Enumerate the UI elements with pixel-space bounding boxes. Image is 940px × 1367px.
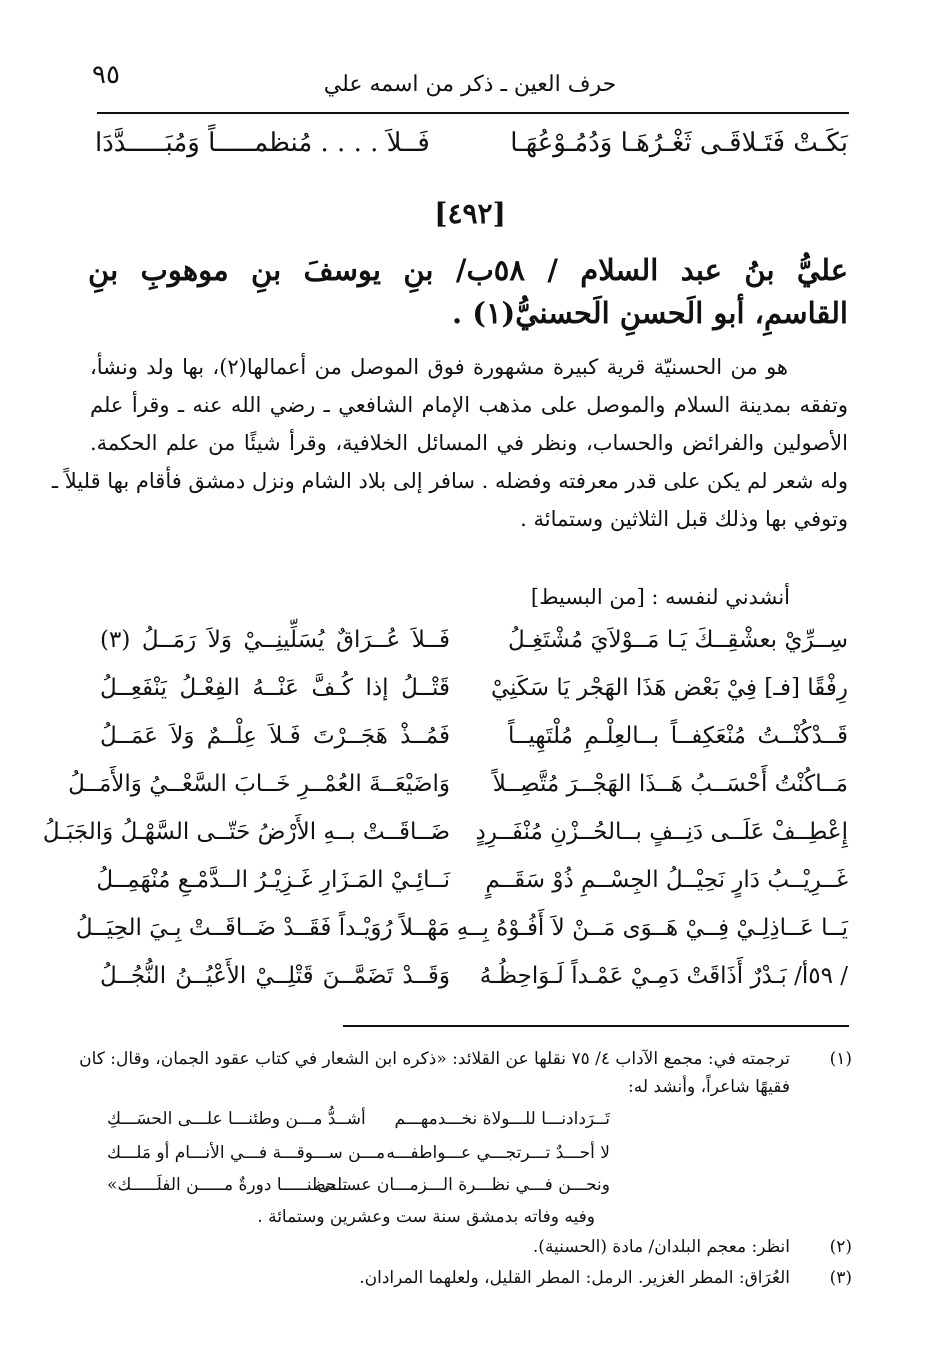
poem-right-hemistich: قَــدْكُنْــتُ مُنْعَكِفــاً بــالعِلْـمِ مُلْتَهِيــاً bbox=[508, 723, 848, 749]
biography-paragraph bbox=[51, 348, 848, 538]
poem-left-hemistich: نَــائِـيْ المَـزَارِ غَـزِيْـرُ الــدَّمْـعِ مُنْهَمِــلُ bbox=[96, 867, 450, 893]
paragraph-line: الأصولين والفرائض والحساب، ونظر في المسائل الخلافية، وقرأ شيئًا من علم الحكمة. bbox=[90, 431, 848, 455]
footnote-verse-right: ونحـــن فـــي نظـــرة الـــزمـــان عســـى bbox=[317, 1175, 610, 1195]
footnote-verse-right: لا أحـــدٌ تـــرتجـــي عـــواطفـــه bbox=[386, 1143, 610, 1163]
poem-right-hemistich: سِــرِّيْ بعشْقِــكَ يَـا مَــوْلاَيَ مُشْتَغِـلُ bbox=[508, 627, 848, 653]
footnote-2-number: (٢) bbox=[829, 1237, 852, 1257]
top-verse-left-hemistich: فَــلاَ . . . . مُنظمـــــاً وَمُبَـــــدَّدَا bbox=[95, 128, 430, 158]
poem-left-hemistich: قَتْــلُ إذا كُـفَّ عَنْــهُ الفِعْـلُ يَنْفَعِــلُ bbox=[100, 675, 450, 701]
poem-left-hemistich: وَاضَيْعَــةَ العُمْــرِ خَــابَ السَّعْــيُ وَالأَمَــلُ bbox=[68, 771, 450, 797]
paragraph-line: هو من الحسنيّة قرية كبيرة مشهورة فوق الموصل من أعمالها(٢)، بها ولد ونشأ، bbox=[90, 355, 788, 379]
paragraph-line: وتوفي بها وذلك قبل الثلاثين وستمائة . bbox=[520, 507, 848, 531]
entry-title-line-2: القاسمِ، أبو الَحسنِ الَحسنيُّ(١) . bbox=[452, 296, 848, 330]
poem-right-hemistich: يَــا عَــاذِلِـيْ فِــيْ هَــوَى مَــنْ لاَ أَفُـوْهُ بِــهِ bbox=[456, 915, 848, 941]
poem-left-hemistich: فَــلاَ عُــرَاقٌ يُسَلِّينِــيْ وَلاَ رَمَــلُ (٣) bbox=[100, 627, 450, 653]
top-verse-right-hemistich: بَكَـتْ فَتَـلاقَـى ثَغْـرُهَـا وَدُمُـوْعُهَـا bbox=[510, 128, 848, 158]
poem-right-hemistich: مَــاكُنْتُ أَحْسَــبُ هَــذَا الهَجْــرَ مُتَّصِــلاً bbox=[492, 771, 848, 797]
page-number: ٩٥ bbox=[92, 60, 120, 90]
poem-intro: أنشدني لنفسه : [من البسيط] bbox=[530, 585, 790, 609]
footnote-1-closing: وفيه وفاته بدمشق سنة ست وعشرين وستمائة . bbox=[257, 1207, 595, 1227]
footnote-verse-left: أشــدُّ مـــن وطئنـــا علـــى الحسَـــكِ bbox=[107, 1109, 366, 1129]
entry-number: [٤٩٢] bbox=[434, 197, 506, 230]
poem-right-hemistich: رِفْقًا [فـ] فِيْ بَعْض هَذَا الهَجْر يَا سَكَنِيْ bbox=[490, 675, 848, 701]
entry-title-line-1: عليُّ بنُ عبد السلام / ٥٨ب/ بنِ يوسفَ بنِ موهوبِ بنِ bbox=[88, 253, 848, 287]
poem-right-hemistich: / ٥٩أ/ بَـدْرٌ أَذَاقَتْ دَمِـيْ عَمْـداً لَـوَاحِظُـهُ bbox=[479, 963, 848, 989]
footnote-2-text: انظر: معجم البلدان/ مادة (الحسنية). bbox=[532, 1237, 790, 1257]
footnote-verse-right: تَــرَدادنـــا للـــولاة نخـــدمهـــم bbox=[394, 1109, 610, 1129]
poem-left-hemistich: وَقَــدْ تَضَمَّــنَ قَتْلِــيْ الأَعْيُــنُ النُّجُــلُ bbox=[100, 963, 450, 989]
footnote-3-number: (٣) bbox=[829, 1268, 852, 1288]
header-rule bbox=[97, 112, 849, 114]
poem-right-hemistich: غَــرِيْــبُ دَارٍ نَحِيْــلُ الجِسْــمِ ذُوْ سَقَــمٍ bbox=[485, 867, 848, 893]
paragraph-line: وله شعر لم يكن على قدر معرفته وفضله . سافر إلى بلاد الشام ونزل دمشق فأقام بها قليلاً ـ bbox=[51, 469, 848, 493]
footnote-3-text: العُرَاق: المطر الغزير. الرمل: المطر القليل، ولعلهما المرادان. bbox=[359, 1268, 790, 1288]
footnote-verse-left: مـــن ســـوقـــة فـــي الأنـــام أو مَلـــك bbox=[107, 1143, 386, 1163]
footnote-verse-left: تلحظنـــــا دورةٌ مـــــن الفلَـــــك» bbox=[107, 1175, 348, 1195]
poem-left-hemistich: مَهْــلاً رُوَيْـداً فَقَــدْ ضَــاقَــتْ بِـيَ الحِيَــلُ bbox=[75, 915, 450, 941]
poem-left-hemistich: فَمُــذْ هَجَــرْتَ فَـلاَ عِلْــمٌ وَلاَ عَمَــلُ bbox=[100, 723, 450, 749]
footnote-1-line-1: ترجمته في: مجمع الآداب ٤/ ٧٥ نقلها عن القلائد: «ذكره ابن الشعار في كتاب عقود الجمان، وقال: كان bbox=[79, 1049, 790, 1069]
paragraph-line: وتفقه بمدينة السلام والموصل على مذهب الإمام الشافعي ـ رضي الله عنه ـ وقرأ علم bbox=[90, 393, 848, 417]
running-head: حرف العين ـ ذكر من اسمه علي bbox=[323, 72, 617, 97]
poem-left-hemistich: ضَــاقَــتْ بــهِ الأَرْضُ حَتّــى السَّهْـلُ وَالجَبَـلُ bbox=[42, 819, 450, 845]
footnote-1-line-2: فقيهًا شاعراً، وأنشد له: bbox=[627, 1077, 790, 1097]
poem-right-hemistich: إِعْطِــفْ عَلَــى دَنِــفٍ بــالحُــزْنِ مُنْفَــرِدٍ bbox=[475, 819, 848, 845]
footnote-rule bbox=[343, 1025, 849, 1027]
footnote-1-number: (١) bbox=[829, 1049, 852, 1069]
